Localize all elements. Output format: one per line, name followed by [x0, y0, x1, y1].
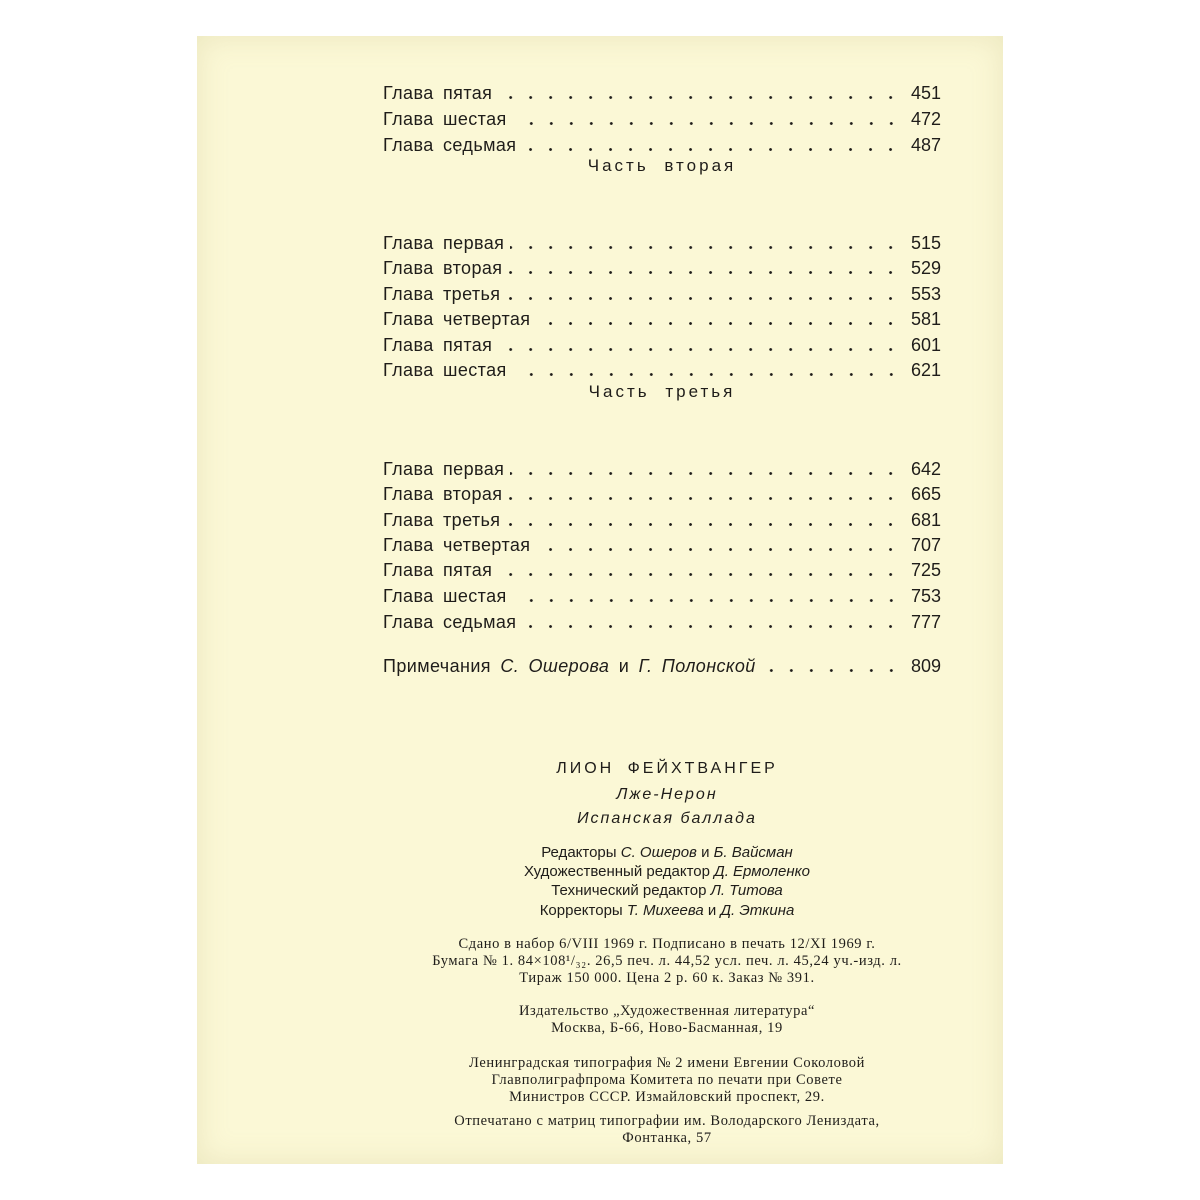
- editors-label: Редакторы: [541, 844, 617, 861]
- toc-page-number: 515: [910, 233, 941, 253]
- matrix-line-1: Отпечатано с матриц типографии им. Володарского Лениздата,: [454, 1113, 880, 1129]
- toc-entry: [383, 306, 941, 330]
- publisher-address: Москва, Б-66, Ново-Басманная, 19: [551, 1020, 783, 1036]
- correctors-conj: и: [707, 902, 717, 919]
- toc-chapter-label: Глава седьмая: [383, 135, 517, 155]
- dot-leader: [498, 573, 901, 576]
- notes-label: [383, 655, 756, 677]
- imprint-print-run-line: Тираж 150 000. Цена 2 р. 60 к. Заказ № 391.: [519, 970, 815, 986]
- editors-conj: и: [701, 844, 710, 861]
- toc-entry: [383, 80, 941, 104]
- toc-chapter-label: Глава седьмая: [383, 612, 517, 632]
- toc-entry: [383, 583, 941, 607]
- colophon-art-editor: [347, 863, 987, 880]
- editors-name-1: С. Ошеров: [620, 844, 697, 861]
- correctors-name-2: Д. Эткина: [720, 902, 795, 919]
- toc-notes-entry: [383, 653, 941, 677]
- dot-leader: [513, 122, 901, 125]
- toc-entry: [383, 456, 941, 480]
- toc-chapter-label: Глава четвертая: [383, 535, 531, 555]
- toc-chapter-label: Глава вторая: [383, 484, 503, 504]
- dot-leader: [522, 625, 901, 628]
- toc-page-number: 621: [910, 360, 941, 380]
- toc-page-number: 777: [910, 612, 941, 632]
- dot-leader: [536, 322, 901, 325]
- dot-leader: [498, 348, 901, 351]
- colophon-tech-editor: [347, 882, 987, 899]
- dot-leader: [506, 297, 901, 300]
- toc-entry: [383, 230, 941, 254]
- tech-editor-name: Л. Титова: [710, 882, 783, 899]
- dot-leader: [522, 148, 901, 151]
- toc-entry: [383, 255, 941, 279]
- printer-line-1: Ленинградская типография № 2 имени Евгении Соколовой: [468, 1055, 866, 1071]
- toc-entry: [383, 332, 941, 356]
- notes-author-2: Г. Полонской: [638, 656, 756, 676]
- dot-leader: [513, 373, 901, 376]
- colophon-title-1: Лже-Нерон: [616, 786, 718, 803]
- imprint-typeset-line: Сдано в набор 6/VIII 1969 г. Подписано в печать 12/XI 1969 г.: [458, 936, 876, 952]
- toc-chapter-label: Глава четвертая: [383, 309, 531, 329]
- colophon-correctors: [347, 902, 987, 919]
- printer-line-2: Главполиграфпрома Комитета по печати при Совете: [491, 1072, 843, 1088]
- toc-entry: [383, 609, 941, 633]
- toc-chapter-label: Глава шестая: [383, 586, 507, 606]
- toc-page-number: 487: [910, 135, 941, 155]
- toc-entry: [383, 557, 941, 581]
- toc-chapter-label: Глава шестая: [383, 109, 507, 129]
- dot-leader: [508, 497, 901, 500]
- part-two-heading: Часть вторая: [587, 156, 737, 175]
- toc-chapter-label: Глава третья: [383, 510, 501, 530]
- correctors-name-1: Т. Михеева: [626, 902, 704, 919]
- toc-page-number: 581: [910, 309, 941, 329]
- art-editor-label: Художественный редактор: [524, 863, 710, 880]
- toc-page-number: 451: [910, 83, 941, 103]
- imprint-paper-line: Бумага № 1. 84×108¹/₃₂. 26,5 печ. л. 44,52 усл. печ. л. 45,24 уч.-изд. л.: [432, 953, 902, 969]
- toc-chapter-label: Глава пятая: [383, 335, 493, 355]
- toc-entry: [383, 507, 941, 531]
- toc-chapter-label: Глава третья: [383, 284, 501, 304]
- toc-page-number: 529: [910, 258, 941, 278]
- toc-page-number: 665: [910, 484, 941, 504]
- toc-entry: [383, 532, 941, 556]
- dot-leader: [762, 669, 901, 672]
- toc-chapter-label: Глава первая: [383, 459, 505, 479]
- printer-line-3: Министров СССР. Измайловский проспект, 29.: [509, 1089, 825, 1105]
- toc-entry: [383, 481, 941, 505]
- dot-leader: [510, 472, 901, 475]
- notes-author-1: С. Ошерова: [500, 656, 610, 676]
- notes-prefix: Примечания: [383, 656, 491, 676]
- toc-page-number: 601: [910, 335, 941, 355]
- notes-conj: и: [618, 656, 630, 676]
- toc-chapter-label: Глава первая: [383, 233, 505, 253]
- toc-page-number: 725: [910, 560, 941, 580]
- book-page: [197, 36, 1003, 1164]
- colophon-author: ЛИОН ФЕЙХТВАНГЕР: [556, 760, 778, 777]
- dot-leader: [513, 599, 901, 602]
- toc-page-number: 553: [910, 284, 941, 304]
- colophon-title-2: Испанская баллада: [577, 810, 757, 827]
- art-editor-name: Д. Ермоленко: [714, 863, 810, 880]
- dot-leader: [508, 271, 901, 274]
- toc-entry: [383, 132, 941, 156]
- dot-leader: [510, 246, 901, 249]
- correctors-label: Корректоры: [539, 902, 623, 919]
- matrix-line-2: Фонтанка, 57: [622, 1130, 712, 1146]
- toc-chapter-label: Глава пятая: [383, 83, 493, 103]
- toc-entry: [383, 281, 941, 305]
- toc-page-number: 681: [910, 510, 941, 530]
- toc-chapter-label: Глава шестая: [383, 360, 507, 380]
- toc-page-number: 642: [910, 459, 941, 479]
- toc-chapter-label: Глава вторая: [383, 258, 503, 278]
- publisher-name: Издательство „Художественная литература“: [518, 1003, 816, 1019]
- toc-chapter-label: Глава пятая: [383, 560, 493, 580]
- editors-name-2: Б. Вайсман: [713, 844, 793, 861]
- toc-entry: [383, 357, 941, 381]
- colophon-editors: [347, 844, 987, 861]
- dot-leader: [506, 523, 901, 526]
- toc-entry: [383, 106, 941, 130]
- toc-page-number: 707: [910, 535, 941, 555]
- toc-page-number: 472: [910, 109, 941, 129]
- dot-leader: [498, 96, 901, 99]
- tech-editor-label: Технический редактор: [551, 882, 707, 899]
- toc-page-number: 809: [910, 656, 941, 676]
- toc-page-number: 753: [910, 586, 941, 606]
- dot-leader: [536, 548, 901, 551]
- part-three-heading: Часть третья: [588, 382, 736, 401]
